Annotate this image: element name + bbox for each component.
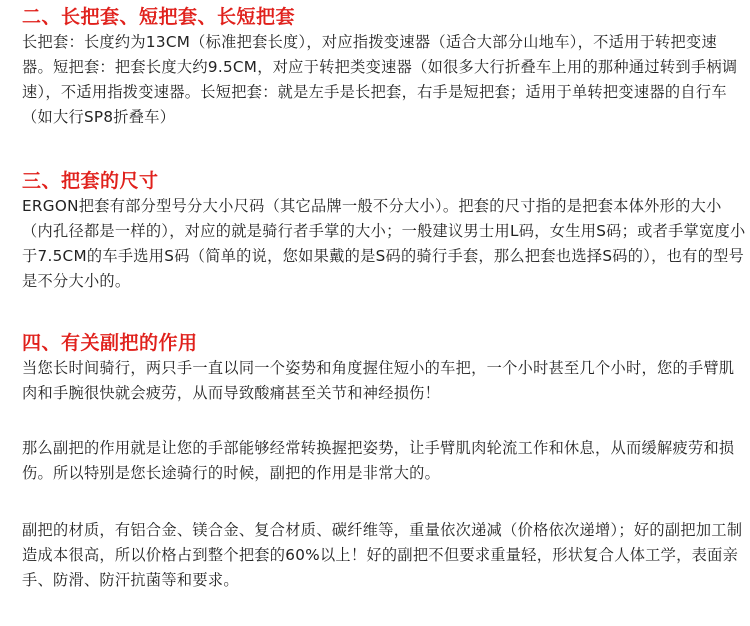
- section-heading: 三、把套的尺寸: [22, 170, 159, 192]
- section-bar-ends: [22, 330, 746, 406]
- section-paragraph: ERGON把套有部分型号分大小尺码（其它品牌一般不分大小）。把套的尺寸指的是把套本体外形的大小（内孔径都是一样的），对应的就是骑行者手掌的大小；一般建议男士用L码，女生用S码；或者手掌宽度小于7.5CM的车手选用S码（简单的说，您如果戴的是S码的骑行手套，那么把套也选择S码的），也有的型号是不分大小的。: [22, 197, 746, 290]
- section-paragraph: 那么副把的作用就是让您的手部能够经常转换握把姿势，让手臂肌肉轮流工作和休息，从而缓解疲劳和损伤。所以特别是您长途骑行的时候，副把的作用是非常大的。: [22, 439, 735, 482]
- section-handlebar-grip-types: [22, 4, 746, 130]
- section-heading: 四、有关副把的作用: [22, 332, 198, 354]
- section-paragraph: 长把套：长度约为13CM（标准把套长度），对应指拨变速器（适合大部分山地车），不适用于转把变速器。短把套：把套长度大约9.5CM，对应于转把类变速器（如很多大行折叠车上用的那种通过转到手柄调速），不适用指拨变速器。长短把套：就是左手是长把套，右手是短把套；适用于单转把变速器的自行车（如大行SP8折叠车）: [22, 33, 738, 126]
- section-heading: 二、长把套、短把套、长短把套: [22, 6, 296, 28]
- section-paragraph: 当您长时间骑行，两只手一直以同一个姿势和角度握住短小的车把，一个小时甚至几个小时，您的手臂肌肉和手腕很快就会疲劳，从而导致酸痛甚至关节和神经损伤！: [22, 359, 735, 402]
- section-grip-size: [22, 168, 746, 294]
- section-paragraph: 副把的材质，有铝合金、镁合金、复合材质、碳纤维等，重量依次递减（价格依次递增）；好的副把加工制造成本很高，所以价格占到整个把套的60%以上！好的副把不但要求重量轻，形状复合人体工学，表面亲手、防滑、防汗抗菌等和要求。: [22, 521, 743, 589]
